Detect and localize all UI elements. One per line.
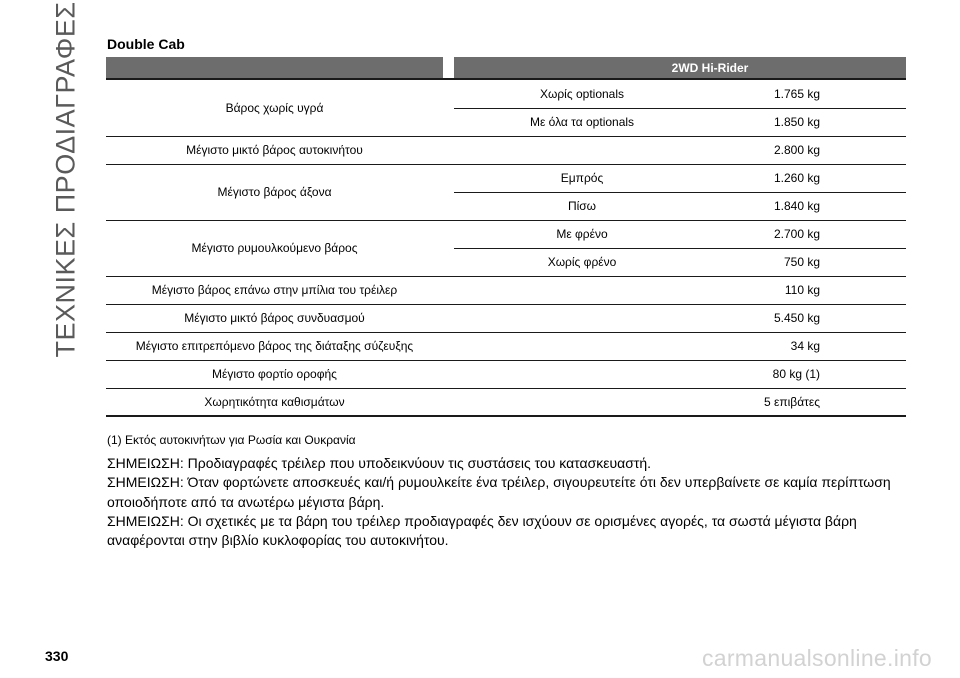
note-paragraph: ΣΗΜΕΙΩΣΗ: Οι σχετικές με τα βάρη του τρέιλερ προδιαγραφές δεν ισχύουν σε ορισμένες αγορές, τα σωστά μέγιστα βάρη αναφέρονται στην βιβλίο κυκλοφορίας του αυτοκινήτου. — [107, 512, 857, 549]
value-axle-front: 1.260 kg — [728, 164, 906, 192]
note-paragraph: ΣΗΜΕΙΩΣΗ: Προδιαγραφές τρέιλερ που υποδεικνύουν τις συστάσεις του κατασκευαστή. — [107, 455, 652, 471]
value-roof: 80 kg (1) — [728, 360, 906, 388]
value-gross-combination: 5.450 kg — [728, 304, 906, 332]
sub-label-rear: Πίσω — [454, 192, 728, 220]
row-label-coupling: Μέγιστο επιτρεπόμενο βάρος της διάταξης σύζευξης — [106, 332, 443, 360]
value-unbraked: 750 kg — [728, 248, 906, 276]
value-all-options: 1.850 kg — [728, 108, 906, 136]
value-coupling: 34 kg — [728, 332, 906, 360]
sub-label-no-options: Χωρίς optionals — [454, 79, 728, 108]
row-label-gross-vehicle: Μέγιστο μικτό βάρος αυτοκινήτου — [106, 136, 443, 164]
table-header-variant: 2WD Hi-Rider — [454, 57, 906, 79]
table-header-blank — [106, 57, 443, 79]
watermark: carmanualsonline.info — [701, 645, 932, 671]
row-label-seats: Χωρητικότητα καθισμάτων — [106, 388, 443, 416]
value-gross-vehicle: 2.800 kg — [728, 136, 906, 164]
table-header-spacer — [443, 57, 454, 79]
row-label-towball: Μέγιστο βάρος επάνω στην μπίλια του τρέιλερ — [106, 276, 443, 304]
sub-label-braked: Με φρένο — [454, 220, 728, 248]
sub-label-all-options: Με όλα τα optionals — [454, 108, 728, 136]
side-section-title-text: ΤΕΧΝΙΚΕΣ ΠΡΟΔΙΑΓΡΑΦΕΣ — [50, 0, 81, 358]
table-row — [106, 164, 906, 192]
section-title: Double Cab — [107, 36, 185, 52]
table-row — [106, 304, 906, 332]
note-paragraph: ΣΗΜΕΙΩΣΗ: Όταν φορτώνετε αποσκευές και/ή ρυμουλκείτε ένα τρέιλερ, σιγουρευτείτε ότι δεν υπερβαίνετε σε καμία περίπτωση οποιοδήποτε από τα ανωτέρω μέγιστα βάρη. — [107, 474, 891, 510]
table-row — [106, 388, 906, 416]
value-no-options: 1.765 kg — [728, 79, 906, 108]
row-label-towable: Μέγιστο ρυμουλκούμενο βάρος — [106, 220, 443, 276]
row-label-gross-combination: Μέγιστο μικτό βάρος συνδυασμού — [106, 304, 443, 332]
row-label-axle: Μέγιστο βάρος άξονα — [106, 164, 443, 220]
notes-block — [107, 454, 907, 550]
table-row — [106, 276, 906, 304]
row-label-roof: Μέγιστο φορτίο οροφής — [106, 360, 443, 388]
table-header-row — [106, 57, 906, 79]
weights-table — [106, 57, 906, 417]
table-row — [106, 360, 906, 388]
table-row — [106, 220, 906, 248]
sub-label-unbraked: Χωρίς φρένο — [454, 248, 728, 276]
value-axle-rear: 1.840 kg — [728, 192, 906, 220]
sub-label-front: Εμπρός — [454, 164, 728, 192]
value-towball: 110 kg — [728, 276, 906, 304]
table-footnote: (1) Εκτός αυτοκινήτων για Ρωσία και Ουκρανία — [107, 433, 356, 447]
table-row — [106, 136, 906, 164]
value-braked: 2.700 kg — [728, 220, 906, 248]
value-seats: 5 επιβάτες — [728, 388, 906, 416]
side-section-title — [44, 0, 88, 358]
page-number: 330 — [45, 648, 69, 664]
table-row — [106, 332, 906, 360]
row-label-unladen: Βάρος χωρίς υγρά — [106, 79, 443, 136]
table-row — [106, 79, 906, 108]
